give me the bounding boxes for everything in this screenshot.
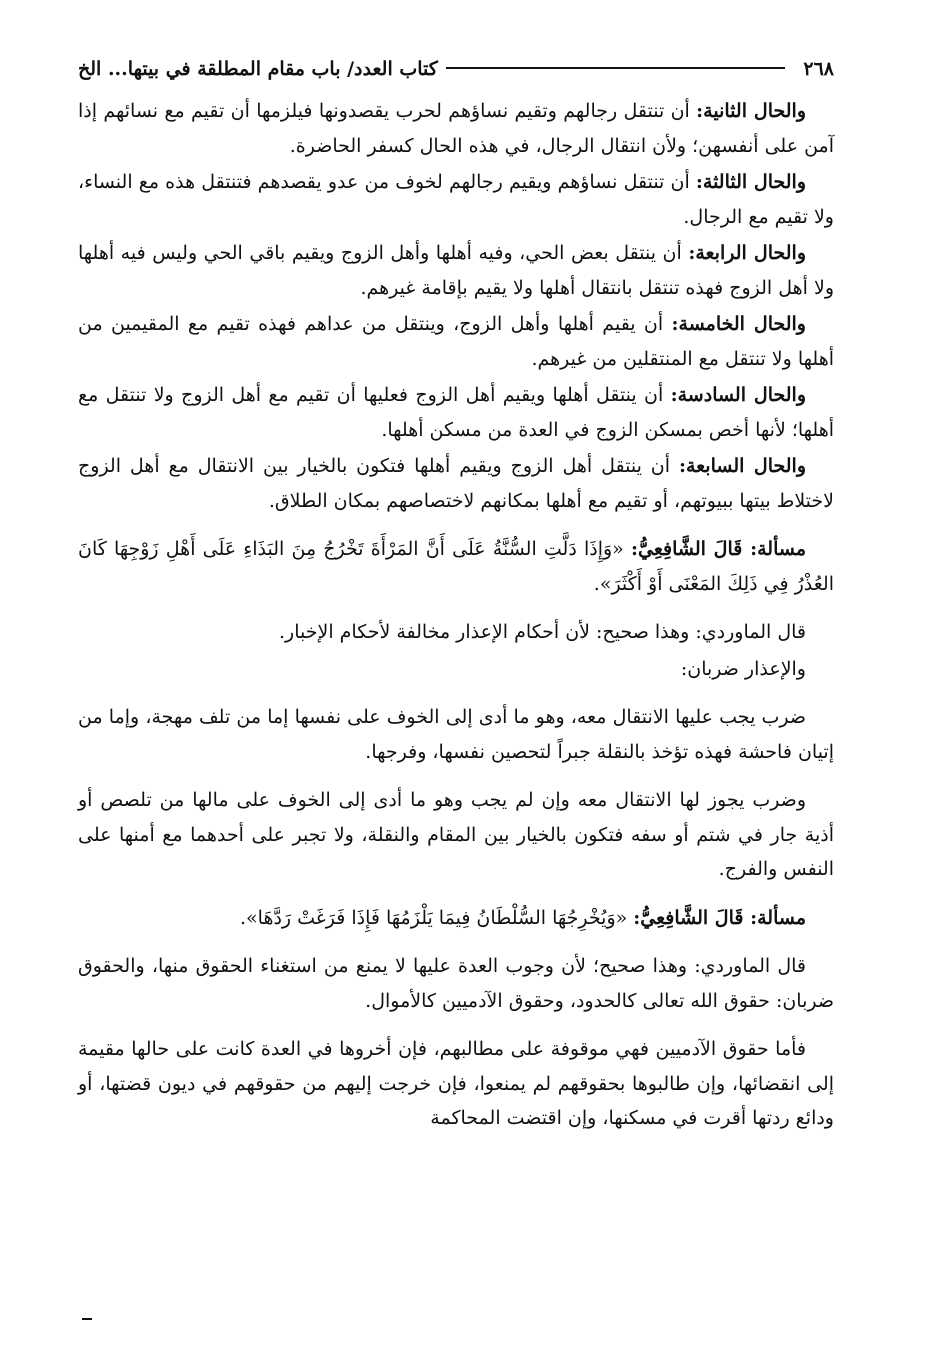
paragraph bbox=[78, 165, 834, 234]
footer-mark bbox=[82, 1318, 92, 1320]
paragraph-text: قال الماوردي: وهذا صحيح: لأن أحكام الإعذار مخالفة لأحكام الإخبار. bbox=[279, 621, 806, 643]
chapter-title: كتاب العدد/ باب مقام المطلقة في بيتها... الخ bbox=[78, 58, 438, 80]
paragraph bbox=[78, 236, 834, 305]
paragraph-text: أن ينتقل بعض الحي، وفيه أهلها وأهل الزوج ويقيم باقي الحي وليس فيه أهلها ولا أهل الزوج فهذه تنتقل بانتقال أهلها ولا يقيم بإقامة غيرهم. bbox=[78, 242, 834, 299]
paragraph-text: أن تنتقل رجالهم وتقيم نساؤهم لحرب يقصدونها فيلزمها أن تقيم مع نسائهم إذا آمن على أنفسهن؛ ولأن انتقال الرجال، في هذه الحال كسفر الحاضرة. bbox=[78, 100, 834, 157]
paragraph-label: والحال السابعة: bbox=[678, 455, 806, 477]
page-number: ٢٦٨ bbox=[803, 58, 834, 80]
paragraph bbox=[78, 378, 834, 447]
paragraph-text: أن تنتقل نساؤهم ويقيم رجالهم لخوف من عدو يقصدهم فتنتقل هذه مع النساء، ولا تقيم مع الرجال. bbox=[78, 171, 834, 228]
running-header bbox=[78, 58, 834, 94]
paragraph-text: والإعذار ضربان: bbox=[680, 657, 806, 680]
paragraph-label: مسألة: قَالَ الشَّافِعِيُّ: bbox=[633, 906, 806, 929]
paragraph bbox=[78, 783, 834, 887]
paragraph-label: والحال الثالثة: bbox=[695, 171, 807, 193]
paragraph bbox=[78, 449, 834, 518]
shafii-quote: «وَيُخْرِجُهَا السُّلْطَانُ فِيمَا يَلْزَمُهَا فَإِذَا فَرَغَتْ رَدَّهَا». bbox=[239, 906, 634, 929]
paragraph bbox=[78, 949, 834, 1018]
paragraph-text: فأما حقوق الآدميين فهي موقوفة على مطالبهم، فإن أخروها في العدة كانت على حالها مقيمة إلى انقضائها، وإن طالبوها بحقوقهم لم يمنعوا، فإن خرجت إليهم من حقوقهم في ديون قضتها، أو ودائع ردتها أقرت في مسكنها، وإن اقتضت المحاكمة bbox=[78, 1038, 834, 1129]
paragraph-text: أن ينتقل أهلها ويقيم أهل الزوج فعليها أن تقيم مع أهل الزوج ولا تنتقل مع أهلها؛ لأنها أخص بمسكن الزوج في العدة من مسكن أهلها. bbox=[78, 384, 834, 441]
header-rule bbox=[446, 67, 786, 69]
paragraph-text: أن يقيم أهلها وأهل الزوج، وينتقل من عداهم فهذه تقيم مع المقيمين من أهلها ولا تنتقل مع المنتقلين من غيرهم. bbox=[78, 313, 834, 370]
paragraph bbox=[78, 1032, 834, 1136]
paragraph-label: والحال السادسة: bbox=[670, 384, 807, 406]
paragraph-text: قال الماوردي: وهذا صحيح؛ لأن وجوب العدة عليها لا يمنع من استغناء الحقوق منها، والحقوق ضربان: حقوق الله تعالى كالحدود، وحقوق الآدميين كالأموال. bbox=[78, 955, 834, 1012]
paragraph-label: والحال الرابعة: bbox=[688, 242, 807, 264]
paragraph bbox=[78, 307, 834, 376]
paragraph-text: وضرب يجوز لها الانتقال معه وإن لم يجب وهو ما أدى إلى الخوف على مالها من تلصص أو أذية جار في شتم أو سفه فتكون بالخيار بين المقام والنقلة، ولا تجبر على أحدهما مع أمنها على النفس والفرج. bbox=[78, 789, 834, 880]
shafii-quote: «وَإِذَا دَلَّتِ السُّنَّةُ عَلَى أَنَّ المَرْأَةَ تَخْرُجُ مِنَ البَذَاءِ عَلَى أَهْلِ زَوْجِهَا كَانَ العُذْرُ فِي ذَلِكَ المَعْنَى أَوْ أَكْثَرَ». bbox=[78, 538, 834, 595]
paragraph bbox=[78, 652, 834, 687]
paragraph bbox=[78, 94, 834, 163]
paragraph-label: والحال الخامسة: bbox=[671, 313, 806, 335]
paragraph-label: مسألة: قَالَ الشَّافِعِيُّ: bbox=[631, 538, 806, 560]
paragraph-text: ضرب يجب عليها الانتقال معه، وهو ما أدى إلى الخوف على نفسها إما من تلف مهجة، وإما من إتيان فاحشة فهذه تؤخذ بالنقلة جبراً لتحصين نفسها، وفرجها. bbox=[78, 706, 834, 763]
masala-paragraph bbox=[78, 901, 834, 936]
paragraph bbox=[78, 615, 834, 650]
paragraph bbox=[78, 700, 834, 769]
paragraph-text: أن ينتقل أهل الزوج ويقيم أهلها فتكون بالخيار بين الانتقال مع أهل الزوج لاختلاط بيتها ببيوتهم، أو تقيم مع أهلها بمكانهم لاختصاصهم بمكان الطلاق. bbox=[78, 455, 834, 512]
masala-paragraph bbox=[78, 532, 834, 601]
paragraph-label: والحال الثانية: bbox=[696, 100, 806, 122]
